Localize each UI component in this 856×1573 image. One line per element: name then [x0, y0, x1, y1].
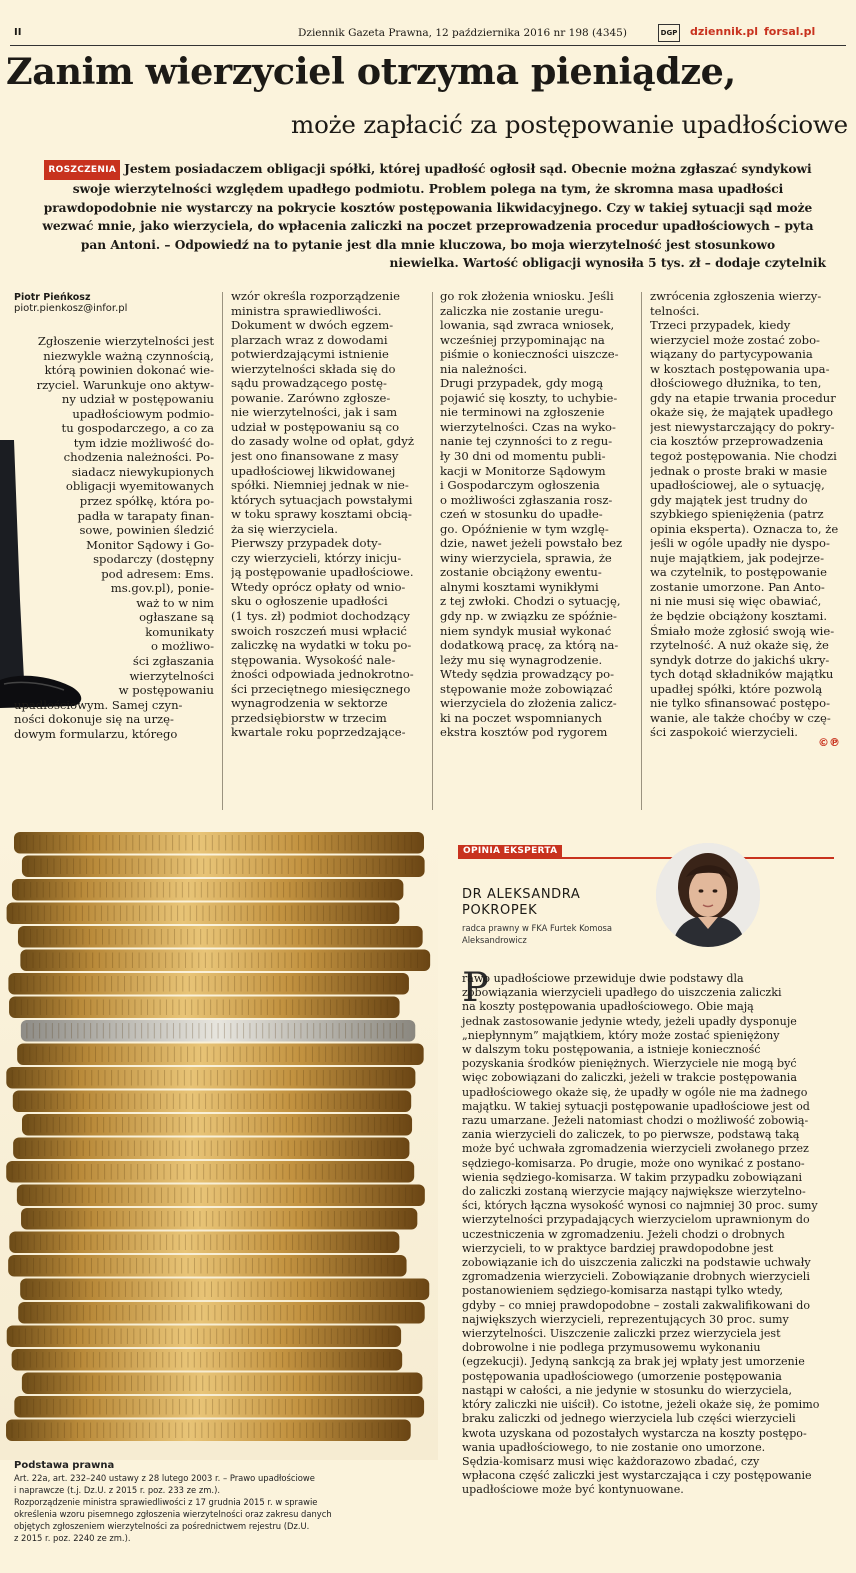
- column-line: telności.: [650, 303, 700, 318]
- column-line: siadacz niewykupionych: [71, 464, 214, 479]
- expert-opinion-tag: OPINIA EKSPERTA: [458, 845, 562, 857]
- column-line: ki na poczet wspomnianych: [440, 710, 603, 725]
- column-line: tych dotąd składników majątku: [650, 667, 834, 682]
- byline-author: Piotr Pieńkosz: [14, 292, 91, 303]
- legal-basis-title: Podstawa prawna: [14, 1460, 115, 1471]
- expert-portrait: [656, 843, 760, 947]
- column-line: upadłościowej likwidowanej: [231, 463, 396, 478]
- column-line: dodatkową pracę, za którą na-: [440, 638, 619, 653]
- column-line: sku o ogłoszenie upadłości: [231, 594, 388, 609]
- column-rule: [432, 292, 433, 810]
- column-line: Śmiało może zgłosić swoją wie-: [650, 623, 835, 638]
- column-line: ekstra kosztów pod rygorem: [440, 725, 608, 740]
- column-line: szybkiego spieniężenia (patrz: [650, 507, 824, 522]
- expert-body-line: do zaliczki zostaną wierzycie mający największe wierzytelno-: [462, 1185, 806, 1199]
- expert-body-line: zobowiązania wierzycieli upadłego do uiszczenia zaliczki: [462, 986, 782, 1000]
- column-line: spodarczy (dostępny: [93, 552, 214, 567]
- coin-stack-svg: [0, 820, 438, 1460]
- expert-body-line: zobowiązanie ich do uiszczenia zaliczki na podstawie uchwały: [462, 1256, 811, 1270]
- column-line: potwierdzającymi istnienie: [231, 347, 389, 362]
- expert-body-line: upadłościowe może być kontynuowane.: [462, 1483, 684, 1497]
- column-line: zostanie obciążony ewentu-: [440, 565, 602, 580]
- column-line: (1 tys. zł) podmiot dochodzący: [231, 609, 410, 624]
- coin-stack-image: [0, 820, 438, 1460]
- dgp-logo: DGP: [658, 24, 680, 42]
- site-link-forsal[interactable]: forsal.pl: [764, 25, 816, 38]
- article-column-2: [231, 289, 426, 740]
- expert-body-line: może być uchwała zgromadzenia wierzycieli zwołanego przez: [462, 1142, 809, 1156]
- column-line: o możliwo-: [151, 639, 214, 654]
- column-line: syndyk dotrze do jakichś ukry-: [650, 652, 830, 667]
- column-line: ści zaspokoić wierzycieli.: [650, 725, 798, 740]
- column-line: do zasady wolne od opłat, gdyż: [231, 434, 414, 449]
- column-line: czeń w stosunku do upadłe-: [440, 507, 603, 522]
- column-line: stępowanie może zobowiązać: [440, 681, 613, 696]
- column-line: wanie, ale także choćby w czę-: [650, 710, 831, 725]
- column-line: padła w tarapaty finan-: [77, 508, 214, 523]
- page-header: [0, 22, 856, 46]
- expert-opinion-body: [462, 972, 834, 1498]
- column-line: ni nie musi się więc obawiać,: [650, 594, 822, 609]
- article-column-1: [14, 334, 214, 741]
- column-line: tegoż postępowania. Nie chodzi: [650, 449, 837, 464]
- column-line: wierzytelności. Czas na wyko-: [440, 419, 616, 434]
- signoff-mark: ©℗: [818, 736, 840, 749]
- column-line: wa czytelnik, to postępowanie: [650, 565, 827, 580]
- column-line: wierzyciela do złożenia zalicz-: [440, 696, 617, 711]
- column-line: opinia eksperta). Oznacza to, że: [650, 521, 839, 536]
- expert-body-line: postępowania upadłościowego (umorzenie postępowania: [462, 1369, 782, 1383]
- lead-line: prawdopodobnie nie wystarczy na pokrycie kosztów postępowania likwidacyjnego. Czy w takiej sytuacji sąd może: [43, 200, 813, 215]
- column-line: leży mu się wynagrodzenie.: [440, 652, 603, 667]
- column-line: nie wierzytelności, jak i sam: [231, 405, 398, 420]
- column-line: rzyciel. Warunkuje ono aktyw-: [36, 377, 214, 392]
- expert-body-line: kwota uzyskana od pozostałych wystarcza na koszty postępo-: [462, 1426, 807, 1440]
- expert-body-line: więc zobowiązani do zaliczki, jeżeli w trakcie postępowania: [462, 1071, 797, 1085]
- column-rule: [222, 292, 223, 810]
- column-line: waż to w nim: [136, 595, 214, 610]
- column-line: Dokument w dwóch egzem-: [231, 318, 394, 333]
- column-line: w kosztach postępowania upa-: [650, 361, 830, 376]
- column-line: stępowania. Wysokość nale-: [231, 652, 396, 667]
- column-line: tym idzie możliwość do-: [73, 435, 214, 450]
- column-line: dowym formularzu, którego: [14, 726, 178, 741]
- byline: [14, 292, 214, 314]
- column-line: nie tylko sfinansować postępo-: [650, 696, 830, 711]
- column-line: upadłościowej, ale o sytuację,: [650, 478, 825, 493]
- expert-body-line: wierzytelności. Uiszczenie zaliczki przez wierzyciela jest: [462, 1327, 781, 1341]
- column-line: wzór określa rozporządzenie: [231, 289, 400, 303]
- column-line: jest niewystarczający do pokry-: [650, 419, 835, 434]
- column-line: go. Opóźnienie w tym wzglę-: [440, 521, 609, 536]
- expert-body-line: majątku. W takiej sytuacji postępowanie upadłościowe jest od: [462, 1099, 810, 1113]
- article-column-3: [440, 289, 635, 740]
- column-line: ogłaszane są: [139, 610, 214, 625]
- expert-body-line: braku zaliczki od jednego wierzyciela lub części wierzycieli: [462, 1412, 796, 1426]
- column-line: pojawić się koszty, to uchybie-: [440, 390, 618, 405]
- column-line: Monitor Sądowy i Go-: [86, 537, 214, 552]
- column-line: udział w postępowaniu są co: [231, 419, 400, 434]
- column-line: że będzie obciążony kosztami.: [650, 609, 828, 624]
- column-line: swoich roszczeń musi wpłacić: [231, 623, 407, 638]
- expert-body-line: (egzekucji). Jedyną sankcją za brak jej wpłaty jest umorzenie: [462, 1355, 805, 1369]
- page-number: II: [14, 27, 22, 38]
- column-line: sądu prowadzącego postę-: [231, 376, 387, 391]
- column-line: w toku sprawy kosztami obcią-: [231, 507, 412, 522]
- column-line: powanie. Zarówno zgłosze-: [231, 390, 391, 405]
- lead-paragraph: [30, 160, 826, 272]
- expert-body-line: wienia sędziego-komisarza. W takim przypadku zobowiązani: [462, 1170, 803, 1184]
- column-line: Zgłoszenie wierzytelności jest: [37, 334, 214, 348]
- expert-body-line: jednak zastosowanie jedynie wtedy, jeżeli upadły dysponuje: [462, 1014, 797, 1028]
- column-line: wynagrodzenia w sektorze: [231, 696, 388, 711]
- column-line: gdy na etapie trwania procedur: [650, 390, 836, 405]
- column-line: Pierwszy przypadek doty-: [231, 536, 382, 551]
- column-line: winy wierzyciela, sprawia, że: [440, 550, 612, 565]
- column-line: niem syndyk musiał wykonać: [440, 623, 612, 638]
- column-line: ły 30 dni od momentu publi-: [440, 449, 606, 464]
- expert-body-line: rawo upadłościowe przewiduje dwie podstawy dla: [462, 972, 744, 985]
- byline-email[interactable]: piotr.pienkosz@infor.pl: [14, 303, 128, 314]
- column-line: ności dokonuje się na urzę-: [14, 712, 174, 727]
- column-line: wierzytelności składa się do: [231, 361, 396, 376]
- column-line: dzie, nawet jeżeli powstało bez: [440, 536, 623, 551]
- column-line: jednak o proste braki w masie: [650, 463, 828, 478]
- expert-dropcap: P: [462, 965, 489, 1011]
- expert-body-line: „niepłynnym” majątkiem, który może zostać spieniężony: [462, 1028, 780, 1042]
- column-line: wcześniej przypominając na: [440, 332, 605, 347]
- lead-line: Jestem posiadaczem obligacji spółki, której upadłość ogłosił sąd. Obecnie można zgłaszać syndykowi: [124, 162, 812, 176]
- headline-line2: może zapłacić za postępowanie upadłościowe: [291, 110, 848, 139]
- column-line: spółki. Niemniej jednak w nie-: [231, 478, 409, 493]
- column-line: gdy np. w związku ze spóźnie-: [440, 609, 617, 624]
- site-link-dziennik[interactable]: dziennik.pl: [690, 25, 759, 38]
- expert-role-line: Aleksandrowicz: [462, 935, 527, 945]
- legal-basis-line: określenia wzoru pisemnego zgłoszenia wierzytelności oraz zakresu danych: [14, 1509, 332, 1519]
- expert-body-line: wierzytelności przypadających wierzycielom uprawnionym do: [462, 1213, 810, 1227]
- column-line: Wtedy sędzia prowadzący po-: [440, 667, 615, 682]
- column-line: jest ono finansowane z masy: [231, 449, 399, 464]
- column-line: sowe, powinien śledzić: [79, 523, 214, 538]
- expert-portrait-svg: [656, 843, 760, 947]
- article-column-4: [650, 289, 846, 740]
- column-rule: [641, 292, 642, 810]
- column-line: zostanie umorzone. Pan Anto-: [650, 579, 825, 594]
- column-line: w postępowaniu: [118, 683, 214, 698]
- lead-line: pan Antoni. – Odpowiedź na to pytanie jest dla mnie kluczowa, bo moja wierzytelność jest stosunkowo: [80, 237, 776, 252]
- expert-body-line: który zaliczki nie uiścił). Co istotne, jeżeli okaże się, że pomimo: [462, 1398, 820, 1412]
- column-line: niezwykle ważną czynnością,: [43, 348, 214, 363]
- column-line: plarzach wraz z dowodami: [231, 332, 388, 347]
- column-line: lowania, sąd zwraca wniosek,: [440, 318, 615, 333]
- column-line: ms.gov.pl), ponie-: [110, 581, 214, 596]
- lead-line: swoje wierzytelności względem upadłego podmiotu. Problem polega na tym, że skromna masa upadłości: [72, 182, 784, 197]
- expert-body-line: wierzycieli, to w praktyce bardziej prawdopodobne jest: [462, 1241, 774, 1255]
- legal-basis-line: Art. 22a, art. 232–240 ustawy z 28 lutego 2003 r. – Prawo upadłościowe: [14, 1473, 315, 1483]
- expert-body-line: ści, których łączna wysokość wynosi co najmniej 30 proc. sumy: [462, 1199, 818, 1213]
- column-line: upadłościowym podmio-: [72, 406, 214, 421]
- legal-basis-line: objętych zgłoszeniem wierzytelności za pośrednictwem rejestru (Dz.U.: [14, 1521, 310, 1531]
- column-line: ża się wierzyciela.: [231, 521, 338, 536]
- column-line: cia kosztów przeprowadzenia: [650, 434, 824, 449]
- lead-line: wezwać mnie, jako wierzyciela, do wpłacenia zaliczki na poczet przeprowadzenia procedur upadłościowych – pyta: [42, 219, 814, 234]
- column-line: przedsiębiorstw w trzecim: [231, 710, 387, 725]
- expert-body-line: razu umarzane. Jeżeli natomiast chodzi o możliwość zobowią-: [462, 1114, 809, 1128]
- column-line: zaliczkę na wydatki w toku po-: [231, 638, 412, 653]
- column-line: czy wierzycieli, którzy inicju-: [231, 550, 402, 565]
- expert-body-line: gdyby – co mniej prawdopodobne – zostali zakwalifikowani do: [462, 1298, 811, 1312]
- column-line: piśmie o konieczności uiszcze-: [440, 347, 619, 362]
- expert-name-line: POKROPEK: [462, 903, 538, 918]
- column-line: żności odpowiada jednokrotno-: [231, 667, 414, 682]
- column-line: o możliwości zgłaszania rosz-: [440, 492, 613, 507]
- legal-basis-line: Rozporządzenie ministra sprawiedliwości z 17 grudnia 2015 r. w sprawie: [14, 1497, 318, 1507]
- expert-body-line: w dalszym toku postępowania, a istnieje konieczność: [462, 1043, 761, 1057]
- column-line: ści przeciętnego miesięcznego: [231, 681, 411, 696]
- column-line: pod adresem: Ems.: [101, 566, 214, 581]
- expert-body-line: postanowieniem sędziego-komisarza nastąpi tylko wtedy,: [462, 1284, 784, 1298]
- expert-body-line: pozyskania środków pieniężnych. Wierzyciele nie mogą być: [462, 1057, 797, 1071]
- expert-body-line: wania upadłościowego, to nie zostanie ono umorzone.: [462, 1440, 766, 1454]
- column-line: tu gospodarczego, a co za: [61, 421, 214, 436]
- column-line: ny udział w postępowaniu: [61, 392, 214, 407]
- column-line: zwrócenia zgłoszenia wierzy-: [650, 289, 822, 303]
- column-line: Drugi przypadek, gdy mogą: [440, 376, 604, 391]
- column-line: ści zgłaszania: [132, 654, 214, 669]
- column-line: zaliczka nie zostanie uregu-: [440, 303, 604, 318]
- expert-body-line: upadłościowego okaże się, że upadły w ogóle nie ma żadnego: [462, 1085, 808, 1099]
- column-line: upadłej spółki, które pozwolą: [650, 681, 823, 696]
- column-line: rzytelność. A nuż okaże się, że: [650, 638, 829, 653]
- legal-basis-box: [14, 1460, 434, 1544]
- column-line: kacji w Monitorze Sądowym: [440, 463, 606, 478]
- column-line: ministra sprawiedliwości.: [231, 303, 382, 318]
- header-rule: [10, 45, 846, 46]
- column-line: upadłościowym. Samej czyn-: [14, 697, 183, 712]
- column-line: z tej zwłoki. Chodzi o sytuację,: [440, 594, 621, 609]
- expert-name-line: DR ALEKSANDRA: [462, 887, 581, 902]
- column-line: alnymi kosztami wynikłymi: [440, 579, 599, 594]
- expert-body-line: największych wierzycieli, reprezentujących 30 proc. sumy: [462, 1312, 789, 1326]
- expert-role-line: radca prawny w FKA Furtek Komosa: [462, 923, 613, 933]
- expert-body-line: uczestniczenia w zgromadzeniu. Jeżeli chodzi o drobnych: [462, 1227, 785, 1241]
- lead-line: niewielka. Wartość obligacji wynosiła 5 tys. zł – dodaje czytelnik: [389, 256, 826, 271]
- column-line: wierzyciel może zostać zobo-: [650, 332, 820, 347]
- column-line: chodzenia należności. Po-: [63, 450, 214, 465]
- column-line: komunikaty: [145, 624, 214, 639]
- masthead: Dziennik Gazeta Prawna, 12 października 2016 nr 198 (4345): [298, 27, 627, 39]
- legal-basis-line: z 2015 r. poz. 2240 ze zm.).: [14, 1533, 131, 1543]
- column-line: dłościowego dłużnika, to ten,: [650, 376, 822, 391]
- expert-body-line: nastąpi w całości, a nie jedynie w stosunku do wierzyciela,: [462, 1383, 792, 1397]
- column-line: jeśli w ogóle upadły nie dyspo-: [650, 536, 830, 551]
- expert-body-line: wpłacona część zaliczki jest wystarczająca i czy postępowanie: [462, 1469, 812, 1483]
- headline-line1: Zanim wierzyciel otrzyma pieniądze,: [6, 50, 736, 93]
- column-line: którą powinien dokonać wie-: [44, 363, 214, 378]
- expert-body-line: na koszty postępowania upadłościowego. Obie mają: [462, 1000, 754, 1014]
- column-line: nanie tej czynności to z regu-: [440, 434, 613, 449]
- column-line: nie terminowi na zgłoszenie: [440, 405, 605, 420]
- column-line: ją postępowanie upadłościowe.: [231, 565, 414, 580]
- column-line: Trzeci przypadek, kiedy: [650, 318, 791, 333]
- expert-name: [462, 887, 580, 919]
- column-line: których sytuacjach powstałymi: [231, 492, 413, 507]
- legal-basis-line: i naprawcze (t.j. Dz.U. z 2015 r. poz. 233 ze zm.).: [14, 1485, 221, 1495]
- column-line: obligacji wyemitowanych: [65, 479, 214, 494]
- column-line: nia należności.: [440, 361, 528, 376]
- column-line: i Gospodarczym ogłoszenia: [440, 478, 600, 493]
- expert-body-line: dobrowolne i nie podlega przymusowemu wykonaniu: [462, 1341, 761, 1355]
- column-line: go rok złożenia wniosku. Jeśli: [440, 289, 614, 303]
- column-line: wierzytelności: [129, 668, 214, 683]
- expert-role: [462, 922, 612, 946]
- column-line: okaże się, że majątek upadłego: [650, 405, 834, 420]
- column-line: Wtedy oprócz opłaty od wnio-: [231, 579, 406, 594]
- column-line: nuje majątkiem, jak podejrze-: [650, 550, 825, 565]
- column-line: kwartale roku poprzedzające-: [231, 725, 406, 740]
- column-line: gdy majątek jest trudny do: [650, 492, 808, 507]
- column-line: wiązany do partycypowania: [650, 347, 813, 362]
- column-line: przez spółkę, która po-: [79, 494, 214, 509]
- expert-body-line: zgromadzenia wierzycieli. Zobowiązanie drobnych wierzycieli: [462, 1270, 810, 1284]
- expert-body-line: sędziego-komisarza. Po drugie, może ono wynikać z postano-: [462, 1156, 805, 1170]
- expert-body-line: Sędzia-komisarz musi więc każdorazowo zbadać, czy: [462, 1454, 760, 1468]
- lead-tag: ROSZCZENIA: [44, 160, 120, 180]
- expert-body-line: zania wierzycieli do zaliczek, to po pierwsze, podstawą taką: [462, 1128, 800, 1142]
